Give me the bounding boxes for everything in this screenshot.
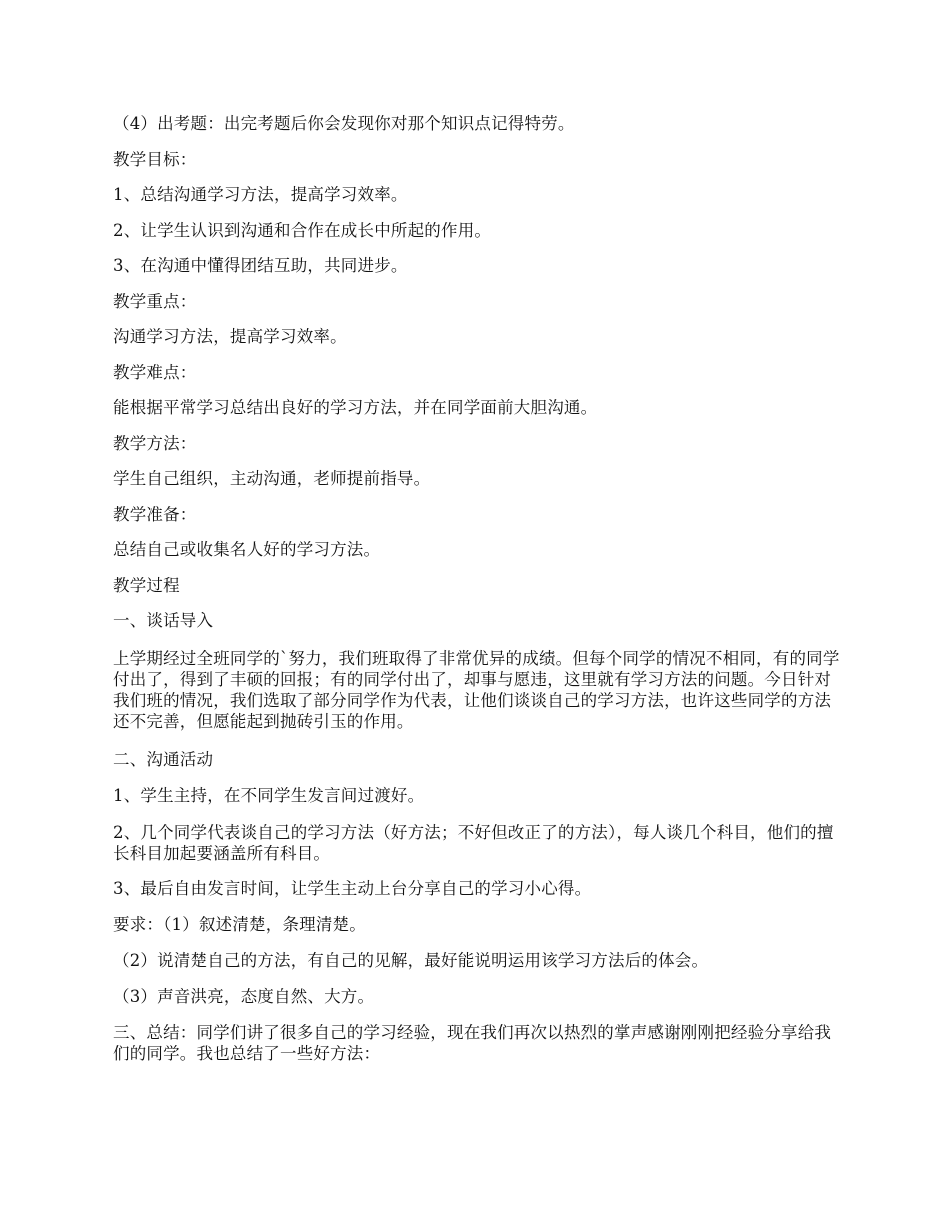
heading-teaching-goals: 教学目标： [113,150,197,169]
paragraph-exam-question: （4）出考题：出完考题后你会发现你对那个知识点记得特劳。 [113,114,575,133]
difficulties-text: 能根据平常学习总结出良好的学习方法，并在同学面前大胆沟通。 [113,398,598,417]
heading-preparation: 教学准备： [113,505,197,524]
requirement-3: （3）声音洪亮，态度自然、大方。 [113,987,375,1006]
intro-paragraph: 上学期经过全班同学的`努力，我们班取得了非常优异的成绩。但每个同学的情况不相同，有的同学付出了，得到了丰硕的回报；有的同学付出了，却事与愿违，这里就有学习方法的问题。今日针对我们班的情况，我们选取了部分同学作为代表，让他们谈谈自己的学习方法，也许这些同学的方法还不完善，但愿能起到抛砖引玉的作用。 [113,649,840,731]
section-intro-heading: 一、谈话导入 [113,611,214,630]
activity-item-1: 1、学生主持，在不同学生发言间过渡好。 [113,786,425,805]
key-points-text: 沟通学习方法，提高学习效率。 [113,327,347,346]
goal-item-2: 2、让学生认识到沟通和合作在成长中所起的作用。 [113,221,492,240]
heading-difficulties: 教学难点： [113,363,197,382]
activity-item-3: 3、最后自由发言时间，让学生主动上台分享自己的学习小心得。 [113,879,592,898]
heading-key-points: 教学重点： [113,292,197,311]
goal-item-3: 3、在沟通中懂得团结互助，共同进步。 [113,256,408,275]
section-summary-paragraph: 三、总结：同学们讲了很多自己的学习经验，现在我们再次以热烈的掌声感谢刚刚把经验分享给我们的同学。我也总结了一些好方法： [113,1023,832,1063]
heading-process: 教学过程 [113,576,180,595]
activity-item-2: 2、几个同学代表谈自己的学习方法（好方法；不好但改正了的方法），每人谈几个科目，他们的擅长科目加起要涵盖所有科目。 [113,823,834,863]
requirement-1: 要求：（1）叙述清楚，条理清楚。 [113,915,366,934]
requirement-2: （2）说清楚自己的方法，有自己的见解，最好能说明运用该学习方法后的体会。 [113,951,709,970]
methods-text: 学生自己组织，主动沟通，老师提前指导。 [113,469,431,488]
goal-item-1: 1、总结沟通学习方法，提高学习效率。 [113,185,408,204]
heading-methods: 教学方法： [113,434,197,453]
preparation-text: 总结自己或收集名人好的学习方法。 [113,540,381,559]
section-activity-heading: 二、沟通活动 [113,750,214,769]
